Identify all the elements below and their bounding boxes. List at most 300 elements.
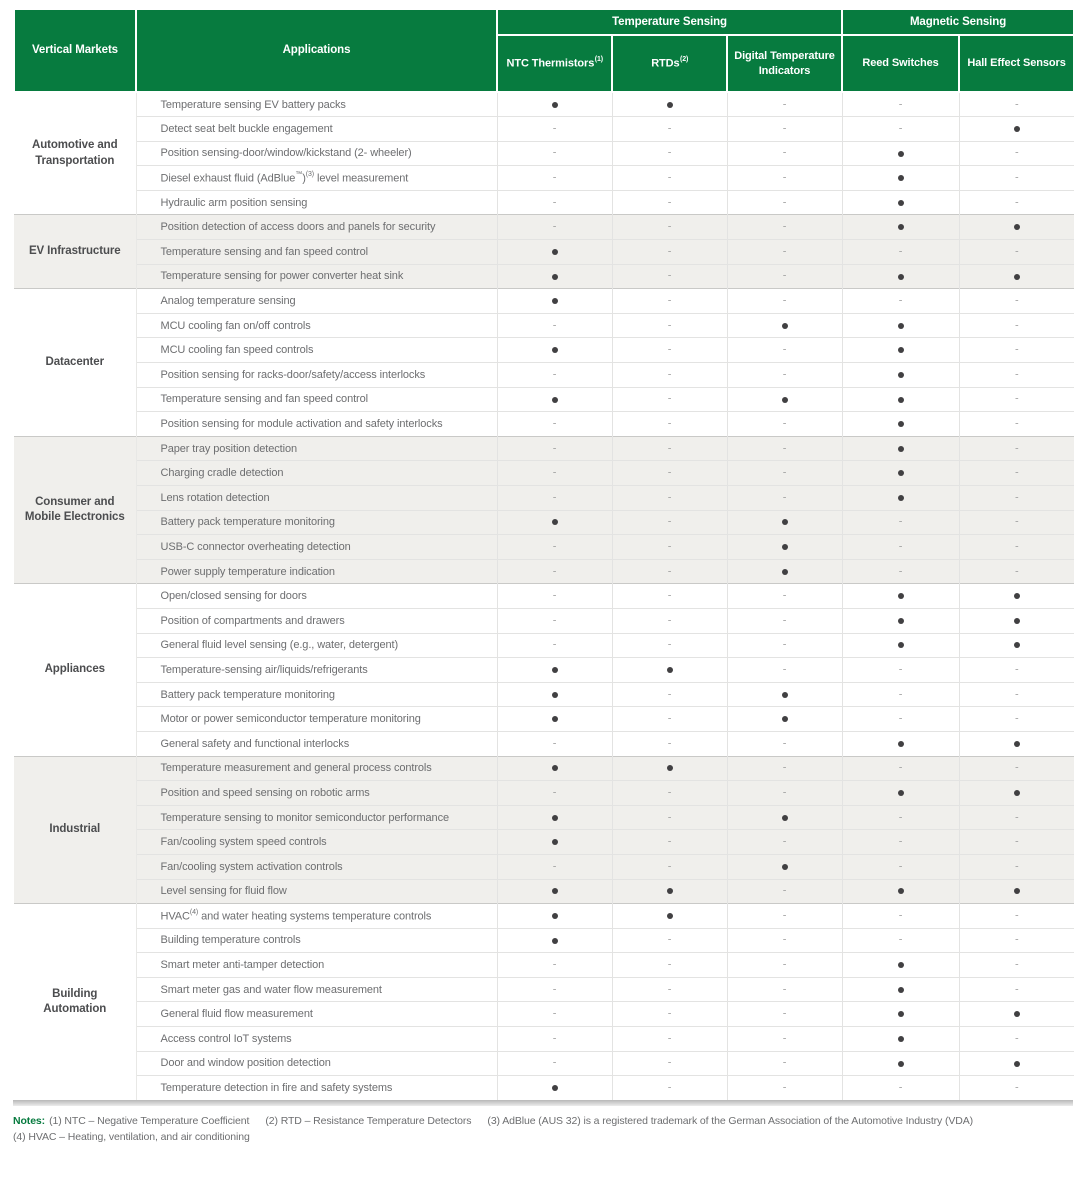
application-cell: Level sensing for fluid flow bbox=[136, 879, 497, 904]
applicable-dot-icon bbox=[898, 470, 904, 476]
value-cell bbox=[959, 510, 1074, 535]
not-applicable-dash-icon: - bbox=[1015, 663, 1019, 676]
header-column bbox=[959, 35, 1074, 92]
not-applicable-dash-icon: - bbox=[898, 712, 903, 725]
applicable-dot-icon bbox=[1014, 741, 1020, 747]
value-cell bbox=[842, 682, 959, 707]
not-applicable-dash-icon: - bbox=[898, 122, 903, 135]
not-applicable-dash-icon: - bbox=[1015, 565, 1019, 578]
market-cell: Consumer and Mobile Electronics bbox=[14, 436, 136, 584]
not-applicable-dash-icon: - bbox=[667, 294, 672, 307]
applicable-dot-icon bbox=[552, 938, 558, 944]
applicable-dot-icon bbox=[1014, 888, 1020, 894]
table-row bbox=[14, 1051, 1074, 1076]
applicable-dot-icon bbox=[667, 667, 673, 673]
value-cell bbox=[959, 264, 1074, 289]
not-applicable-dash-icon: - bbox=[782, 761, 787, 774]
not-applicable-dash-icon: - bbox=[667, 614, 672, 627]
value-cell bbox=[497, 830, 612, 855]
value-cell bbox=[959, 412, 1074, 437]
value-cell bbox=[727, 92, 842, 117]
table-row bbox=[14, 436, 1074, 461]
not-applicable-dash-icon: - bbox=[667, 712, 672, 725]
applicable-dot-icon bbox=[898, 1036, 904, 1042]
value-cell bbox=[959, 387, 1074, 412]
application-cell: Charging cradle detection bbox=[136, 461, 497, 486]
value-cell bbox=[959, 363, 1074, 388]
not-applicable-dash-icon: - bbox=[667, 958, 672, 971]
value-cell bbox=[842, 1051, 959, 1076]
value-cell bbox=[959, 805, 1074, 830]
application-cell: Temperature sensing for power converter heat sink bbox=[136, 264, 497, 289]
not-applicable-dash-icon: - bbox=[552, 638, 557, 651]
application-cell: Paper tray position detection bbox=[136, 436, 497, 461]
not-applicable-dash-icon: - bbox=[552, 614, 557, 627]
not-applicable-dash-icon: - bbox=[898, 761, 903, 774]
value-cell bbox=[727, 338, 842, 363]
value-cell bbox=[959, 658, 1074, 683]
value-cell bbox=[497, 658, 612, 683]
not-applicable-dash-icon: - bbox=[552, 442, 557, 455]
not-applicable-dash-icon: - bbox=[667, 171, 672, 184]
applicable-dot-icon bbox=[552, 913, 558, 919]
not-applicable-dash-icon: - bbox=[782, 171, 787, 184]
not-applicable-dash-icon: - bbox=[782, 147, 787, 160]
value-cell bbox=[959, 953, 1074, 978]
table-row bbox=[14, 117, 1074, 142]
value-cell bbox=[612, 854, 727, 879]
value-cell bbox=[497, 535, 612, 560]
value-cell bbox=[497, 584, 612, 609]
value-cell bbox=[612, 1027, 727, 1052]
value-cell bbox=[497, 805, 612, 830]
not-applicable-dash-icon: - bbox=[1015, 1032, 1019, 1045]
value-cell bbox=[959, 289, 1074, 314]
value-cell bbox=[842, 731, 959, 756]
application-cell: MCU cooling fan speed controls bbox=[136, 338, 497, 363]
value-cell bbox=[959, 190, 1074, 215]
value-cell bbox=[497, 412, 612, 437]
application-cell: Temperature measurement and general process controls bbox=[136, 756, 497, 781]
not-applicable-dash-icon: - bbox=[552, 589, 557, 602]
value-cell bbox=[959, 559, 1074, 584]
applicable-dot-icon bbox=[552, 692, 558, 698]
applicable-dot-icon bbox=[898, 397, 904, 403]
not-applicable-dash-icon: - bbox=[782, 934, 787, 947]
applicable-dot-icon bbox=[898, 495, 904, 501]
applicable-dot-icon bbox=[552, 815, 558, 821]
not-applicable-dash-icon: - bbox=[1015, 98, 1019, 111]
not-applicable-dash-icon: - bbox=[552, 491, 557, 504]
not-applicable-dash-icon: - bbox=[782, 884, 787, 897]
value-cell bbox=[612, 190, 727, 215]
header-group-magnetic-sensing: Magnetic Sensing bbox=[842, 9, 1074, 35]
table-row bbox=[14, 535, 1074, 560]
value-cell bbox=[959, 781, 1074, 806]
applicable-dot-icon bbox=[552, 397, 558, 403]
value-cell bbox=[842, 313, 959, 338]
value-cell bbox=[727, 682, 842, 707]
not-applicable-dash-icon: - bbox=[667, 786, 672, 799]
value-cell bbox=[497, 215, 612, 240]
table-bottom-shadow bbox=[13, 1100, 1073, 1106]
table-row bbox=[14, 805, 1074, 830]
applicable-dot-icon bbox=[782, 397, 788, 403]
not-applicable-dash-icon: - bbox=[782, 417, 787, 430]
value-cell bbox=[612, 608, 727, 633]
applicable-dot-icon bbox=[898, 323, 904, 329]
not-applicable-dash-icon: - bbox=[552, 737, 557, 750]
table-row bbox=[14, 977, 1074, 1002]
note-item: (2) RTD – Resistance Temperature Detectors bbox=[265, 1115, 472, 1128]
applicable-dot-icon bbox=[898, 1061, 904, 1067]
not-applicable-dash-icon: - bbox=[782, 368, 787, 381]
value-cell bbox=[842, 141, 959, 166]
value-cell bbox=[727, 707, 842, 732]
applicable-dot-icon bbox=[1014, 790, 1020, 796]
applicable-dot-icon bbox=[552, 274, 558, 280]
table-row bbox=[14, 412, 1074, 437]
application-cell: Battery pack temperature monitoring bbox=[136, 510, 497, 535]
not-applicable-dash-icon: - bbox=[552, 196, 557, 209]
not-applicable-dash-icon: - bbox=[782, 1032, 787, 1045]
application-cell: Analog temperature sensing bbox=[136, 289, 497, 314]
not-applicable-dash-icon: - bbox=[552, 171, 557, 184]
value-cell bbox=[959, 854, 1074, 879]
not-applicable-dash-icon: - bbox=[667, 1007, 672, 1020]
table-header bbox=[14, 9, 1074, 92]
value-cell bbox=[612, 977, 727, 1002]
value-cell bbox=[612, 166, 727, 191]
value-cell bbox=[497, 264, 612, 289]
value-cell bbox=[842, 584, 959, 609]
value-cell bbox=[727, 535, 842, 560]
value-cell bbox=[727, 658, 842, 683]
not-applicable-dash-icon: - bbox=[667, 319, 672, 332]
value-cell bbox=[727, 240, 842, 265]
not-applicable-dash-icon: - bbox=[1015, 515, 1019, 528]
applicable-dot-icon bbox=[782, 815, 788, 821]
table-row bbox=[14, 240, 1074, 265]
not-applicable-dash-icon: - bbox=[1015, 835, 1019, 848]
applicable-dot-icon bbox=[1014, 224, 1020, 230]
value-cell bbox=[842, 879, 959, 904]
not-applicable-dash-icon: - bbox=[667, 688, 672, 701]
not-applicable-dash-icon: - bbox=[898, 294, 903, 307]
applicable-dot-icon bbox=[898, 1011, 904, 1017]
application-cell: Smart meter gas and water flow measurement bbox=[136, 977, 497, 1002]
value-cell bbox=[497, 608, 612, 633]
applicable-dot-icon bbox=[552, 347, 558, 353]
applicable-dot-icon bbox=[552, 888, 558, 894]
value-cell bbox=[727, 633, 842, 658]
value-cell bbox=[612, 486, 727, 511]
value-cell bbox=[497, 904, 612, 929]
header-column bbox=[497, 35, 612, 92]
table-row bbox=[14, 461, 1074, 486]
not-applicable-dash-icon: - bbox=[782, 220, 787, 233]
table-row bbox=[14, 289, 1074, 314]
not-applicable-dash-icon: - bbox=[1015, 466, 1019, 479]
applicable-dot-icon bbox=[1014, 593, 1020, 599]
value-cell bbox=[842, 633, 959, 658]
value-cell bbox=[959, 1002, 1074, 1027]
applicable-dot-icon bbox=[1014, 126, 1020, 132]
not-applicable-dash-icon: - bbox=[782, 442, 787, 455]
not-applicable-dash-icon: - bbox=[1015, 712, 1019, 725]
value-cell bbox=[959, 977, 1074, 1002]
applicable-dot-icon bbox=[782, 692, 788, 698]
header-column-footnote: (1) bbox=[594, 56, 603, 64]
value-cell bbox=[959, 928, 1074, 953]
not-applicable-dash-icon: - bbox=[667, 147, 672, 160]
table-row bbox=[14, 313, 1074, 338]
applicable-dot-icon bbox=[898, 642, 904, 648]
value-cell bbox=[612, 387, 727, 412]
not-applicable-dash-icon: - bbox=[1015, 688, 1019, 701]
header-column-label: Reed Switches bbox=[862, 57, 939, 70]
applicable-dot-icon bbox=[782, 323, 788, 329]
application-cell: Position sensing-door/window/kickstand (2- wheeler) bbox=[136, 141, 497, 166]
table-row bbox=[14, 141, 1074, 166]
table-row bbox=[14, 854, 1074, 879]
not-applicable-dash-icon: - bbox=[782, 983, 787, 996]
not-applicable-dash-icon: - bbox=[898, 835, 903, 848]
table-row bbox=[14, 731, 1074, 756]
value-cell bbox=[842, 461, 959, 486]
value-cell bbox=[727, 559, 842, 584]
value-cell bbox=[959, 682, 1074, 707]
not-applicable-dash-icon: - bbox=[552, 1007, 557, 1020]
not-applicable-dash-icon: - bbox=[667, 245, 672, 258]
table-row bbox=[14, 166, 1074, 191]
value-cell bbox=[612, 756, 727, 781]
not-applicable-dash-icon: - bbox=[1015, 442, 1019, 455]
not-applicable-dash-icon: - bbox=[667, 565, 672, 578]
value-cell bbox=[497, 141, 612, 166]
value-cell bbox=[612, 412, 727, 437]
not-applicable-dash-icon: - bbox=[552, 368, 557, 381]
value-cell bbox=[612, 584, 727, 609]
table-row bbox=[14, 682, 1074, 707]
applicable-dot-icon bbox=[898, 274, 904, 280]
value-cell bbox=[612, 707, 727, 732]
value-cell bbox=[842, 387, 959, 412]
value-cell bbox=[612, 682, 727, 707]
value-cell bbox=[842, 1002, 959, 1027]
value-cell bbox=[959, 117, 1074, 142]
value-cell bbox=[842, 904, 959, 929]
market-cell: Datacenter bbox=[14, 289, 136, 437]
value-cell bbox=[842, 289, 959, 314]
applicable-dot-icon bbox=[898, 200, 904, 206]
not-applicable-dash-icon: - bbox=[898, 1081, 903, 1094]
value-cell bbox=[612, 928, 727, 953]
applicable-dot-icon bbox=[898, 151, 904, 157]
applicable-dot-icon bbox=[898, 372, 904, 378]
value-cell bbox=[497, 928, 612, 953]
not-applicable-dash-icon: - bbox=[667, 393, 672, 406]
value-cell bbox=[727, 412, 842, 437]
applicable-dot-icon bbox=[1014, 1061, 1020, 1067]
not-applicable-dash-icon: - bbox=[898, 860, 903, 873]
market-cell: Automotive and Transportation bbox=[14, 92, 136, 215]
not-applicable-dash-icon: - bbox=[552, 983, 557, 996]
value-cell bbox=[842, 436, 959, 461]
application-cell: Detect seat belt buckle engagement bbox=[136, 117, 497, 142]
value-cell bbox=[497, 707, 612, 732]
not-applicable-dash-icon: - bbox=[782, 1081, 787, 1094]
value-cell bbox=[727, 608, 842, 633]
not-applicable-dash-icon: - bbox=[552, 540, 557, 553]
table-row bbox=[14, 928, 1074, 953]
value-cell bbox=[842, 510, 959, 535]
not-applicable-dash-icon: - bbox=[667, 368, 672, 381]
value-cell bbox=[497, 486, 612, 511]
not-applicable-dash-icon: - bbox=[898, 663, 903, 676]
not-applicable-dash-icon: - bbox=[1015, 294, 1019, 307]
table-row bbox=[14, 1002, 1074, 1027]
application-footnote: (3) bbox=[305, 170, 315, 178]
value-cell bbox=[727, 879, 842, 904]
application-cell: Power supply temperature indication bbox=[136, 559, 497, 584]
not-applicable-dash-icon: - bbox=[552, 786, 557, 799]
table-row bbox=[14, 608, 1074, 633]
not-applicable-dash-icon: - bbox=[782, 786, 787, 799]
not-applicable-dash-icon: - bbox=[552, 565, 557, 578]
not-applicable-dash-icon: - bbox=[1015, 1081, 1019, 1094]
value-cell bbox=[959, 731, 1074, 756]
not-applicable-dash-icon: - bbox=[552, 1057, 557, 1070]
value-cell bbox=[842, 190, 959, 215]
table-row bbox=[14, 584, 1074, 609]
value-cell bbox=[842, 412, 959, 437]
value-cell bbox=[497, 1051, 612, 1076]
not-applicable-dash-icon: - bbox=[782, 343, 787, 356]
value-cell bbox=[497, 756, 612, 781]
applicable-dot-icon bbox=[898, 618, 904, 624]
applicable-dot-icon bbox=[898, 347, 904, 353]
value-cell bbox=[497, 510, 612, 535]
header-column-label: Hall Effect Sensors bbox=[967, 57, 1066, 70]
value-cell bbox=[842, 166, 959, 191]
value-cell bbox=[497, 313, 612, 338]
not-applicable-dash-icon: - bbox=[1015, 245, 1019, 258]
value-cell bbox=[959, 584, 1074, 609]
not-applicable-dash-icon: - bbox=[1015, 196, 1019, 209]
not-applicable-dash-icon: - bbox=[898, 98, 903, 111]
market-cell: Appliances bbox=[14, 584, 136, 756]
table-row bbox=[14, 879, 1074, 904]
table-row bbox=[14, 781, 1074, 806]
value-cell bbox=[727, 830, 842, 855]
application-cell: USB-C connector overheating detection bbox=[136, 535, 497, 560]
not-applicable-dash-icon: - bbox=[552, 147, 557, 160]
value-cell bbox=[612, 510, 727, 535]
not-applicable-dash-icon: - bbox=[667, 638, 672, 651]
value-cell bbox=[727, 166, 842, 191]
not-applicable-dash-icon: - bbox=[1015, 540, 1019, 553]
header-column-footnote: (2) bbox=[680, 56, 689, 64]
not-applicable-dash-icon: - bbox=[1015, 983, 1019, 996]
value-cell bbox=[959, 461, 1074, 486]
value-cell bbox=[612, 289, 727, 314]
value-cell bbox=[612, 535, 727, 560]
not-applicable-dash-icon: - bbox=[1015, 393, 1019, 406]
applicable-dot-icon bbox=[898, 224, 904, 230]
not-applicable-dash-icon: - bbox=[1015, 343, 1019, 356]
not-applicable-dash-icon: - bbox=[667, 737, 672, 750]
value-cell bbox=[612, 92, 727, 117]
header-column bbox=[727, 35, 842, 92]
table-row bbox=[14, 190, 1074, 215]
application-cell: Door and window position detection bbox=[136, 1051, 497, 1076]
value-cell bbox=[959, 240, 1074, 265]
application-cell: Lens rotation detection bbox=[136, 486, 497, 511]
application-cell: Temperature sensing and fan speed control bbox=[136, 387, 497, 412]
not-applicable-dash-icon: - bbox=[1015, 417, 1019, 430]
not-applicable-dash-icon: - bbox=[898, 565, 903, 578]
value-cell bbox=[842, 92, 959, 117]
application-cell: Temperature sensing and fan speed control bbox=[136, 240, 497, 265]
applicable-dot-icon bbox=[667, 102, 673, 108]
value-cell bbox=[497, 781, 612, 806]
not-applicable-dash-icon: - bbox=[782, 491, 787, 504]
applicable-dot-icon bbox=[782, 519, 788, 525]
not-applicable-dash-icon: - bbox=[667, 934, 672, 947]
value-cell bbox=[497, 190, 612, 215]
not-applicable-dash-icon: - bbox=[1015, 491, 1019, 504]
value-cell bbox=[727, 953, 842, 978]
application-cell: Temperature-sensing air/liquids/refrigerants bbox=[136, 658, 497, 683]
notes-label: Notes: bbox=[13, 1115, 46, 1128]
note-item: (3) AdBlue (AUS 32) is a registered trademark of the German Association of the Automotive Industry (VDA) bbox=[487, 1115, 974, 1128]
not-applicable-dash-icon: - bbox=[667, 860, 672, 873]
value-cell bbox=[842, 363, 959, 388]
not-applicable-dash-icon: - bbox=[782, 294, 787, 307]
application-cell: Diesel exhaust fluid (AdBlue™)$^{(3)}$ level measurement bbox=[136, 166, 497, 191]
value-cell bbox=[842, 535, 959, 560]
not-applicable-dash-icon: - bbox=[1015, 147, 1019, 160]
note-item: (1) NTC – Negative Temperature Coefficient bbox=[49, 1115, 250, 1128]
application-cell: Position sensing for module activation and safety interlocks bbox=[136, 412, 497, 437]
value-cell bbox=[497, 1027, 612, 1052]
table-row bbox=[14, 904, 1074, 929]
applicable-dot-icon bbox=[667, 913, 673, 919]
application-cell: Temperature sensing EV battery packs bbox=[136, 92, 497, 117]
value-cell bbox=[727, 510, 842, 535]
value-cell bbox=[727, 215, 842, 240]
table-row bbox=[14, 363, 1074, 388]
value-cell bbox=[959, 141, 1074, 166]
header-column-label: NTC Thermistors bbox=[506, 57, 595, 70]
not-applicable-dash-icon: - bbox=[1015, 368, 1019, 381]
not-applicable-dash-icon: - bbox=[667, 589, 672, 602]
value-cell bbox=[727, 486, 842, 511]
application-footnote: (4) bbox=[189, 908, 199, 916]
applicable-dot-icon bbox=[1014, 1011, 1020, 1017]
table-row bbox=[14, 1076, 1074, 1101]
not-applicable-dash-icon: - bbox=[667, 491, 672, 504]
not-applicable-dash-icon: - bbox=[782, 638, 787, 651]
applications-matrix-table bbox=[13, 8, 1075, 1100]
table-row bbox=[14, 707, 1074, 732]
applicable-dot-icon bbox=[1014, 642, 1020, 648]
value-cell bbox=[612, 781, 727, 806]
value-cell bbox=[612, 953, 727, 978]
value-cell bbox=[842, 854, 959, 879]
not-applicable-dash-icon: - bbox=[552, 958, 557, 971]
